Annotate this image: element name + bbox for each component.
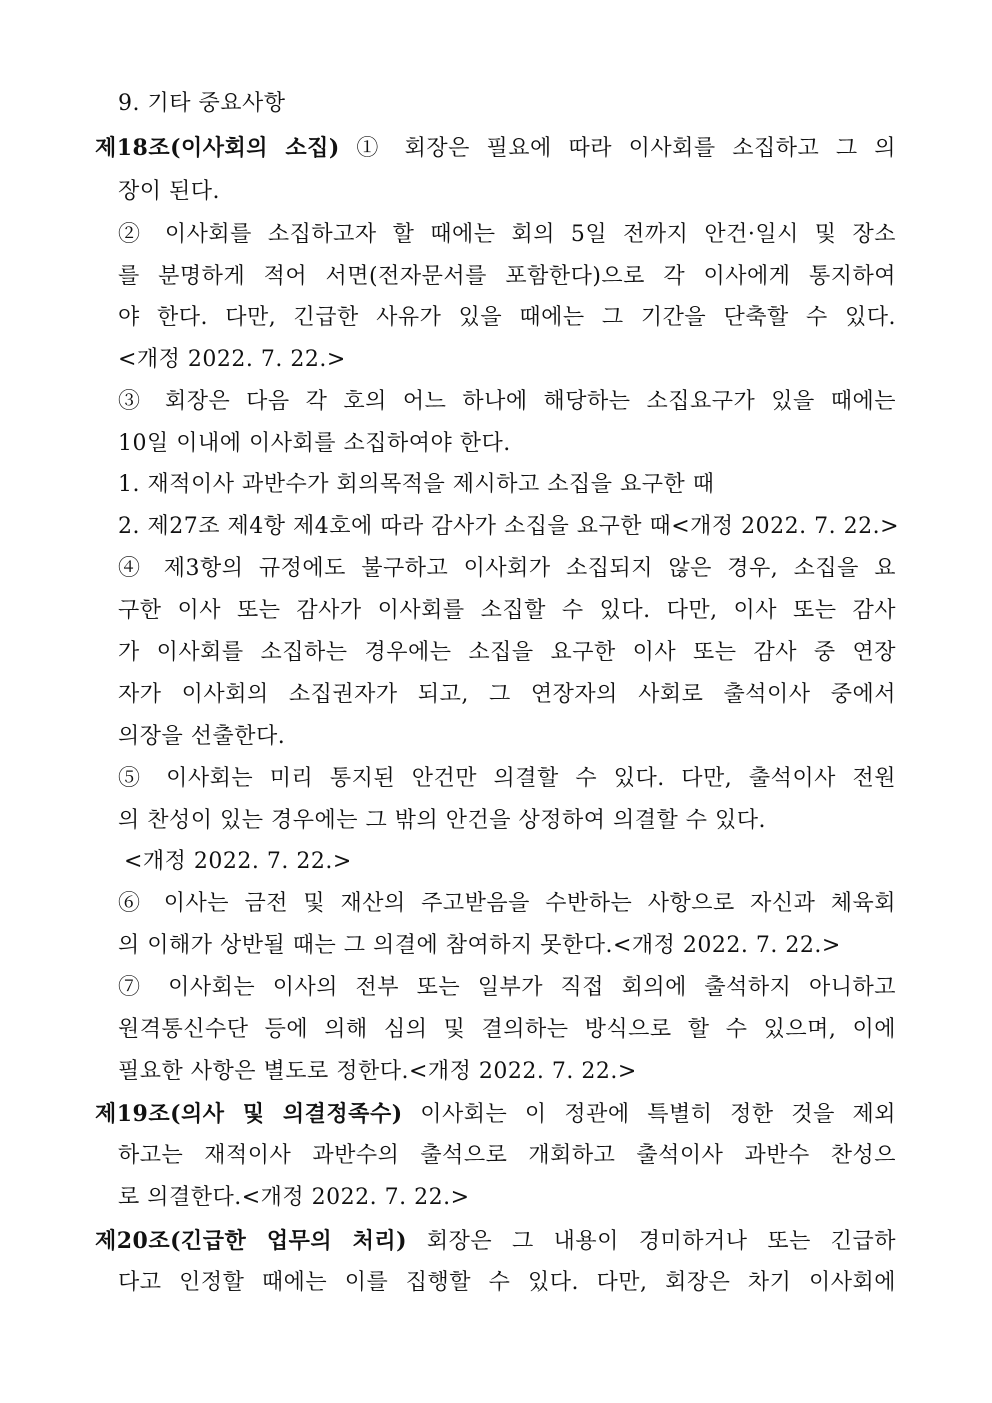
text-line: 하고는 재적이사 과반수의 출석으로 개회하고 출석이사 과반수 찬성으 [118, 1143, 896, 1168]
text-line: 자가 이사회의 소집권자가 되고, 그 연장자의 사회로 출석이사 중에서 [118, 682, 896, 707]
subitem-2: 2. 제27조 제4항 제4호에 따라 감사가 소집을 요구한 때<개정 2022. 7. 22.> [118, 514, 900, 539]
paragraph-5-line: ⑤ 이사회는 미리 통지된 안건만 의결할 수 있다. 다만, 출석이사 전원 [118, 766, 896, 791]
article-18-title: 제18조(이사회의 소집) [95, 135, 340, 161]
text-line: 를 분명하게 적어 서면(전자문서를 포함한다)으로 각 이사에게 통지하여 [118, 264, 896, 289]
text-line: 야 한다. 다만, 긴급한 사유가 있을 때에는 그 기간을 단축할 수 있다. [118, 305, 896, 330]
text-line: 장이 된다. [118, 179, 220, 204]
article-20-title: 제20조(긴급한 업무의 처리) [95, 1228, 408, 1254]
article-19-heading-line: 제19조(의사 및 의결정족수) 이사회는 이 정관에 특별히 정한 것을 제외 [95, 1101, 896, 1127]
text-line: 구한 이사 또는 감사가 이사회를 소집할 수 있다. 다만, 이사 또는 감사 [118, 598, 896, 623]
text-line: 의장을 선출한다. [118, 724, 286, 749]
text-line: 의 찬성이 있는 경우에는 그 밖의 안건을 상정하여 의결할 수 있다. [118, 808, 766, 833]
subitem-1: 1. 재적이사 과반수가 회의목적을 제시하고 소집을 요구한 때 [118, 472, 715, 497]
text-line: 원격통신수단 등에 의해 심의 및 결의하는 방식으로 할 수 있으며, 이에 [118, 1017, 896, 1042]
text-line: 로 의결한다.<개정 2022. 7. 22.> [118, 1185, 470, 1210]
paragraph-3-line: ③ 회장은 다음 각 호의 어느 하나에 해당하는 소집요구가 있을 때에는 [118, 389, 896, 414]
text-line: 필요한 사항은 별도로 정한다.<개정 2022. 7. 22.> [118, 1059, 637, 1084]
paragraph-2-line: ② 이사회를 소집하고자 할 때에는 회의 5일 전까지 안건·일시 및 장소 [118, 222, 896, 247]
paragraph-6-line: ⑥ 이사는 금전 및 재산의 주고받음을 수반하는 사항으로 자신과 체육회 [118, 891, 896, 916]
text-line: 다고 인정할 때에는 이를 집행할 수 있다. 다만, 회장은 차기 이사회에 [118, 1270, 896, 1295]
text-line: 10일 이내에 이사회를 소집하여야 한다. [118, 431, 511, 456]
article-18-heading-line: 제18조(이사회의 소집) ① 회장은 필요에 따라 이사회를 소집하고 그 의 [95, 135, 896, 161]
article-19-title: 제19조(의사 및 의결정족수) [95, 1101, 403, 1127]
amendment-note: <개정 2022. 7. 22.> [118, 347, 346, 372]
article-20-heading-line: 제20조(긴급한 업무의 처리) 회장은 그 내용이 경미하거나 또는 긴급하 [95, 1228, 896, 1254]
text-line: 의 이해가 상반될 때는 그 의결에 참여하지 못한다.<개정 2022. 7. 22.> [118, 933, 841, 958]
text-line: 가 이사회를 소집하는 경우에는 소집을 요구한 이사 또는 감사 중 연장 [118, 640, 896, 665]
paragraph-7-line: ⑦ 이사회는 이사의 전부 또는 일부가 직접 회의에 출석하지 아니하고 [118, 975, 896, 1000]
paragraph-4-line: ④ 제3항의 규정에도 불구하고 이사회가 소집되지 않은 경우, 소집을 요 [118, 556, 896, 581]
amendment-note: <개정 2022. 7. 22.> [124, 849, 352, 874]
item-9: 9. 기타 중요사항 [118, 91, 286, 116]
